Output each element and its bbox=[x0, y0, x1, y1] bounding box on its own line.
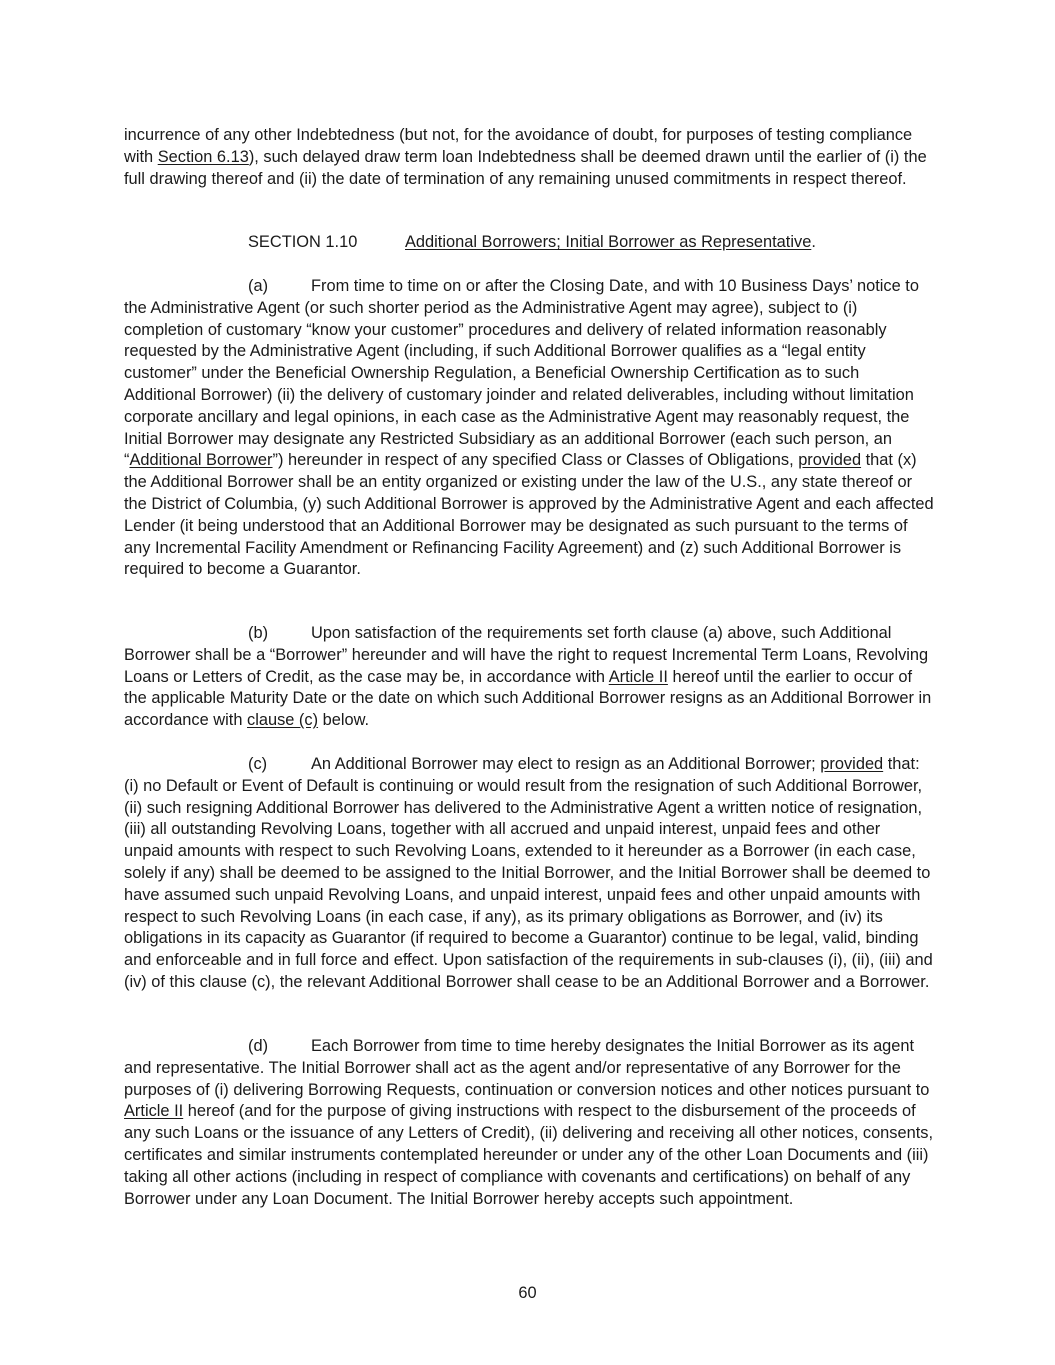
clause-d-label: (d) bbox=[248, 1037, 269, 1055]
clause-a-paragraph: (a) From time to time on or after the Closing Date, and with 10 Business Days’ notice to the Administrative Agent (or such shorter period as the Administrative Agent may agree), subject to (i) completion of customary “know your customer” procedures and delivery of related information reasonably requested by the Administrative Agent (including, if such Additional Borrower qualifies as a “legal entity customer” under the Beneficial Ownership Regulation, a Beneficial Ownership Certification as to such Additional Borrower) (ii) the delivery of customary joinder and related deliverables, including without limitation corporate ancillary and legal opinions, in each case as the Administrative Agent may reasonably request, the Initial Borrower may designate any Restricted Subsidiary as an additional Borrower (each such person, an “Additional Borrower”) hereunder in respect of any specified Class or Classes of Obligations, provided that (x) the Additional Borrower shall be an entity organized or existing under the law of the U.S., any state thereof or the District of Columbia, (y) such Additional Borrower is approved by the Administrative Agent and each affected Lender (it being understood that an Additional Borrower may be designated as such pursuant to the terms of any Incremental Facility Amendment or Refinancing Facility Agreement) and (z) such Additional Borrower is required to become a Guarantor. bbox=[124, 277, 934, 579]
intro-paragraph: incurrence of any other Indebtedness (but not, for the avoidance of doubt, for purposes of testing compliance with Section 6.13), such delayed draw term loan Indebtedness shall be deemed drawn until the earlier of (i) the full drawing thereof and (ii) the date of termination of any remaining unused commitments in respect thereof. bbox=[124, 126, 927, 188]
document-page bbox=[124, 125, 934, 190]
article-reference: Article II bbox=[608, 667, 668, 686]
clause-b-paragraph: (b) Upon satisfaction of the requirements set forth clause (a) above, such Additional Borrower shall be a “Borrower” hereunder and will have the right to request Incremental Term Loans, Revolving Loans or Letters of Credit, as the case may be, in accordance with Article II hereof until the earlier to occur of the applicable Maturity Date or the date on which such Additional Borrower resigns as an Additional Borrower in accordance with clause (c) below. bbox=[124, 624, 932, 730]
section-title: Additional Borrowers; Initial Borrower as Representative. bbox=[405, 233, 816, 251]
clause-reference: clause (c) bbox=[247, 711, 319, 730]
clause-a-label: (a) bbox=[248, 277, 269, 295]
clause-b-label: (b) bbox=[248, 624, 269, 642]
page-number: 60 bbox=[518, 1284, 537, 1302]
clause-c-paragraph: (c) An Additional Borrower may elect to resign as an Additional Borrower; provided that: (i) no Default or Event of Default is continuing or would result from the resignation of such Additional Borrower, (ii) such resigning Additional Borrower has delivered to the Administrative Agent a written notice of resignation, (iii) all outstanding Revolving Loans, together with all accrued and unpaid interest, unpaid fees and other unpaid amounts with respect to such Revolving Loans, extended to it hereunder as a Borrower (in each case, solely if any) shall be deemed to be assigned to the Initial Borrower, and the Initial Borrower shall be deemed to have assumed such unpaid Revolving Loans, and unpaid interest, unpaid fees and other unpaid amounts with respect to such Revolving Loans (in each case, if any), as its primary obligations as Borrower, and (iv) its obligations in its capacity as Guarantor (if required to become a Guarantor) continue to be legal, valid, binding and enforceable and in full force and effect. Upon satisfaction of the requirements in sub-clauses (i), (ii), (iii) and (iv) of this clause (c), the relevant Additional Borrower shall cease to be an Additional Borrower and a Borrower. bbox=[124, 755, 933, 991]
defined-term: Additional Borrower bbox=[129, 451, 273, 470]
section-number: SECTION 1.10 bbox=[248, 233, 358, 251]
article-reference: Article II bbox=[124, 1102, 184, 1121]
clause-d-paragraph: (d) Each Borrower from time to time hereby designates the Initial Borrower as its agent and representative. The Initial Borrower shall act as the agent and/or representative of any Borrower for the purposes of (i) delivering Borrowing Requests, continuation or conversion notices and other notices pursuant to Article II hereof (and for the purpose of giving instructions with respect to the disbursement of the proceeds of any such Loans or the issuance of any Letters of Credit), (ii) delivering and receiving all other notices, consents, certificates and similar instruments contemplated hereunder or under any of the other Loan Documents and (iii) taking all other actions (including in respect of compliance with covenants and certifications) on behalf of any Borrower under any Loan Document. The Initial Borrower hereby accepts such appointment. bbox=[124, 1037, 934, 1208]
proviso-term: provided bbox=[798, 451, 862, 470]
clause-c-label: (c) bbox=[248, 755, 268, 773]
proviso-term: provided bbox=[820, 755, 884, 773]
section-reference-link: Section 6.13 bbox=[157, 147, 249, 166]
